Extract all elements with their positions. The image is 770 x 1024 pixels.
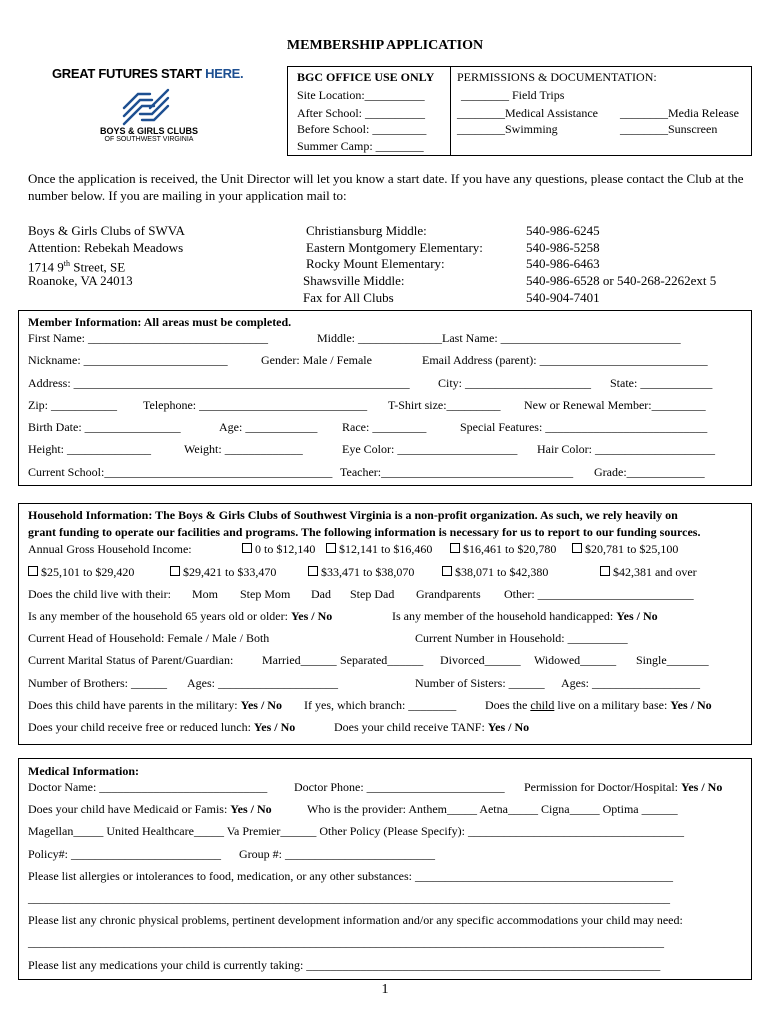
income-option-label: $16,461 to $20,780 xyxy=(463,542,557,556)
income-option[interactable] xyxy=(28,565,134,580)
state-field[interactable]: State: ____________ xyxy=(610,376,713,390)
tshirt-size-field[interactable]: T-Shirt size:_________ xyxy=(388,398,501,412)
income-option[interactable] xyxy=(170,565,276,580)
income-option[interactable] xyxy=(308,565,414,580)
medical-assistance-field[interactable]: ________Medical Assistance xyxy=(457,106,598,120)
club-name: Fax for All Clubs xyxy=(303,290,394,305)
provider-field[interactable]: Who is the provider: Anthem_____ Aetna_____ Cigna_____ Optima ______ xyxy=(307,802,678,816)
renewal-member-field[interactable]: New or Renewal Member:_________ xyxy=(524,398,706,412)
summer-camp-field[interactable]: Summer Camp: ________ xyxy=(297,139,424,153)
tanf-question xyxy=(334,720,529,735)
household-heading-line-2: grant funding to operate our facilities and programs. The following information is necessary for us to report to our funding sources. xyxy=(28,525,701,539)
swimming-field[interactable]: ________Swimming xyxy=(457,122,558,136)
address-street-name: Street, SE xyxy=(69,259,126,275)
tanf-answer[interactable]: Yes / No xyxy=(487,720,530,734)
middle-name-field[interactable]: Middle: ______________ xyxy=(317,331,442,345)
gender-field[interactable]: Gender: Male / Female xyxy=(261,353,372,367)
chronic-problems-line[interactable]: __________________________________________________________________________________________________________ xyxy=(28,935,664,949)
live-with-option[interactable]: Step Dad xyxy=(350,587,395,601)
checkbox-icon[interactable] xyxy=(242,543,252,553)
household-information-section xyxy=(18,503,752,745)
head-of-household-field[interactable]: Current Head of Household: Female / Male / Both xyxy=(28,631,270,645)
marital-option[interactable]: Single_______ xyxy=(636,653,709,667)
before-school-field[interactable]: Before School: _________ xyxy=(297,122,427,136)
medical-information-section xyxy=(18,758,752,980)
income-option[interactable] xyxy=(450,542,556,557)
marital-option[interactable]: Divorced______ xyxy=(440,653,521,667)
marital-option[interactable]: Married______ xyxy=(262,653,337,667)
birth-date-field[interactable]: Birth Date: ________________ xyxy=(28,420,181,434)
sunscreen-field[interactable]: ________Sunscreen xyxy=(620,122,718,136)
address-line-1: Boys & Girls Clubs of SWVA xyxy=(28,223,185,238)
member-information-section xyxy=(18,310,752,486)
group-number-field[interactable]: Group #: _________________________ xyxy=(239,847,435,861)
race-field[interactable]: Race: _________ xyxy=(342,420,427,434)
after-school-field[interactable]: After School: __________ xyxy=(297,106,425,120)
brothers-ages-field[interactable]: Ages: ____________________ xyxy=(187,676,338,690)
doctor-permission-question xyxy=(524,780,722,795)
handicapped-answer[interactable]: Yes / No xyxy=(616,609,658,623)
eye-color-field[interactable]: Eye Color: ____________________ xyxy=(342,442,518,456)
income-option[interactable] xyxy=(242,542,315,557)
club-name: Shawsville Middle: xyxy=(303,273,405,288)
military-base-question xyxy=(485,698,712,713)
military-label: Does this child have parents in the military: xyxy=(28,698,238,712)
office-box-divider xyxy=(450,67,451,155)
income-option[interactable] xyxy=(326,542,432,557)
club-name: Rocky Mount Elementary: xyxy=(306,256,445,271)
live-with-option[interactable]: Step Mom xyxy=(240,587,291,601)
address-field[interactable]: Address: ________________________________________________________ xyxy=(28,376,410,390)
income-option-label: 0 to $12,140 xyxy=(255,542,316,556)
live-with-option[interactable]: Mom xyxy=(192,587,219,601)
checkbox-icon[interactable] xyxy=(326,543,336,553)
current-school-field[interactable]: Current School:______________________________________ xyxy=(28,465,333,479)
doctor-phone-field[interactable]: Doctor Phone: _______________________ xyxy=(294,780,505,794)
club-phone: 540-986-5258 xyxy=(526,240,600,255)
permission-label: Permission for Doctor/Hospital: xyxy=(524,780,678,794)
checkbox-icon[interactable] xyxy=(28,566,38,576)
checkbox-icon[interactable] xyxy=(170,566,180,576)
office-heading: BGC OFFICE USE ONLY xyxy=(297,70,435,84)
base-question-a: Does the xyxy=(485,698,531,712)
checkbox-icon[interactable] xyxy=(308,566,318,576)
checkbox-icon[interactable] xyxy=(572,543,582,553)
handicapped-question xyxy=(392,609,658,624)
military-question xyxy=(28,698,282,713)
club-name: Christiansburg Middle: xyxy=(306,223,427,238)
sisters-ages-field[interactable]: Ages: __________________ xyxy=(561,676,700,690)
income-option-label: $25,101 to $29,420 xyxy=(41,565,135,579)
grade-field[interactable]: Grade:_____________ xyxy=(594,465,705,479)
checkbox-icon[interactable] xyxy=(442,566,452,576)
lunch-label: Does your child receive free or reduced lunch: xyxy=(28,720,251,734)
address-street-number: 1714 9 xyxy=(28,259,64,275)
income-option-label: $20,781 to $25,100 xyxy=(585,542,679,556)
media-release-field[interactable]: ________Media Release xyxy=(620,106,739,120)
military-answer[interactable]: Yes / No xyxy=(240,698,282,712)
page-number: 1 xyxy=(381,982,389,997)
hair-color-field[interactable]: Hair Color: ____________________ xyxy=(537,442,715,456)
policy-number-field[interactable]: Policy#: _________________________ xyxy=(28,847,222,861)
nickname-field[interactable]: Nickname: ________________________ xyxy=(28,353,228,367)
over-65-answer[interactable]: Yes / No xyxy=(290,609,333,623)
medicaid-label: Does your child have Medicaid or Famis: xyxy=(28,802,228,816)
income-option-label: $42,381 and over xyxy=(613,565,697,579)
boys-girls-club-logo-icon xyxy=(120,88,172,126)
zip-field[interactable]: Zip: ___________ xyxy=(28,398,117,412)
allergies-line[interactable]: ___________________________________________________________________________________________________________ xyxy=(28,891,670,905)
field-trips-field[interactable]: ________ Field Trips xyxy=(461,88,565,102)
household-heading-line-1: Household Information: The Boys & Girls Clubs of Southwest Virginia is a non-profit organization. As such, we rely heavily on xyxy=(28,508,678,522)
income-option[interactable] xyxy=(442,565,548,580)
permission-answer[interactable]: Yes / No xyxy=(680,780,723,794)
income-option-label: $38,071 to $42,380 xyxy=(455,565,549,579)
medicaid-question xyxy=(28,802,272,817)
base-question-child: child xyxy=(530,698,555,712)
site-location-field[interactable]: Site Location:__________ xyxy=(297,88,425,102)
club-phone: 540-986-6245 xyxy=(526,223,600,238)
sisters-field[interactable]: Number of Sisters: ______ xyxy=(415,676,545,690)
income-option[interactable] xyxy=(572,542,678,557)
marital-status-label: Current Marital Status of Parent/Guardian: xyxy=(28,653,234,667)
checkbox-icon[interactable] xyxy=(450,543,460,553)
doctor-name-field[interactable]: Doctor Name: ____________________________ xyxy=(28,780,268,794)
over-65-question xyxy=(28,609,332,624)
base-question-b: live on a military base: xyxy=(554,698,668,712)
special-features-field[interactable]: Special Features: ___________________________ xyxy=(460,420,708,434)
page-title: MEMBERSHIP APPLICATION xyxy=(286,38,484,53)
over-65-label: Is any member of the household 65 years old or older: xyxy=(28,609,288,623)
live-with-other-field[interactable]: Other: __________________________ xyxy=(504,587,694,601)
household-number-field[interactable]: Current Number in Household: __________ xyxy=(415,631,628,645)
club-name: Eastern Montgomery Elementary: xyxy=(306,240,483,255)
height-field[interactable]: Height: ______________ xyxy=(28,442,151,456)
weight-field[interactable]: Weight: _____________ xyxy=(184,442,303,456)
intro-paragraph: Once the application is received, the Unit Director will let you know a start date. If you have any questions, please contact the Club at the number below. If you are mailing in your application mail to: xyxy=(28,171,744,203)
age-field[interactable]: Age: ____________ xyxy=(219,420,318,434)
income-option-label: $12,141 to $16,460 xyxy=(339,542,433,556)
first-name-field[interactable]: First Name: ______________________________ xyxy=(28,331,268,345)
allergies-field[interactable]: Please list allergies or intolerances to food, medication, or any other substances: ___________________________________________ xyxy=(28,869,674,883)
club-phone: 540-904-7401 xyxy=(526,290,600,305)
address-street-suffix: th xyxy=(63,259,70,268)
club-phone: 540-986-6528 or 540-268-2262ext 5 xyxy=(526,273,717,288)
military-base-answer[interactable]: Yes / No xyxy=(670,698,712,712)
lunch-question xyxy=(28,720,295,735)
checkbox-icon[interactable] xyxy=(600,566,610,576)
logo-tagline-b: HERE. xyxy=(205,66,244,81)
income-option-label: $33,471 to $38,070 xyxy=(321,565,415,579)
member-heading: Member Information: All areas must be completed. xyxy=(28,315,292,329)
club-phone: 540-986-6463 xyxy=(526,256,600,271)
city-field[interactable]: City: _____________________ xyxy=(438,376,592,390)
telephone-field[interactable]: Telephone: ____________________________ xyxy=(143,398,368,412)
marital-option[interactable]: Separated______ xyxy=(340,653,424,667)
lunch-answer[interactable]: Yes / No xyxy=(253,720,296,734)
office-use-box xyxy=(287,66,752,156)
income-option[interactable] xyxy=(600,565,697,580)
income-option-label: $29,421 to $33,470 xyxy=(183,565,277,579)
handicapped-label: Is any member of the household handicapped: xyxy=(392,609,614,623)
insurers-field[interactable]: Magellan_____ United Healthcare_____ Va Premier______ Other Policy (Please Specify): ____________________________________ xyxy=(28,824,684,838)
marital-option[interactable]: Widowed______ xyxy=(534,653,617,667)
teacher-field[interactable]: Teacher:________________________________ xyxy=(340,465,574,479)
chronic-problems-label: Please list any chronic physical problems, pertinent development information and/or any specific accommodations your child may need: xyxy=(28,913,683,927)
live-with-option[interactable]: Dad xyxy=(311,587,331,601)
income-label: Annual Gross Household Income: xyxy=(28,542,192,556)
military-branch-field[interactable]: If yes, which branch: ________ xyxy=(304,698,457,712)
address-line-4: Roanoke, VA 24013 xyxy=(28,273,133,288)
logo-tagline-a: GREAT FUTURES START xyxy=(52,66,206,81)
logo-tagline xyxy=(52,66,243,81)
brothers-field[interactable]: Number of Brothers: ______ xyxy=(28,676,167,690)
medicaid-answer[interactable]: Yes / No xyxy=(230,802,272,816)
last-name-field[interactable]: Last Name: ______________________________ xyxy=(442,331,681,345)
logo-name: BOYS & GIRLS CLUBS xyxy=(99,126,198,136)
address-line-2: Attention: Rebekah Meadows xyxy=(28,240,184,255)
permissions-heading: PERMISSIONS & DOCUMENTATION: xyxy=(457,70,657,84)
email-field[interactable]: Email Address (parent): ____________________________ xyxy=(422,353,708,367)
medical-heading: Medical Information: xyxy=(28,764,139,778)
logo-subtitle: OF SOUTHWEST VIRGINIA xyxy=(104,136,194,143)
tanf-label: Does your child receive TANF: xyxy=(334,720,485,734)
live-with-option[interactable]: Grandparents xyxy=(416,587,481,601)
live-with-label: Does the child live with their: xyxy=(28,587,171,601)
medications-field[interactable]: Please list any medications your child is currently taking: ___________________________________________________________ xyxy=(28,958,661,972)
